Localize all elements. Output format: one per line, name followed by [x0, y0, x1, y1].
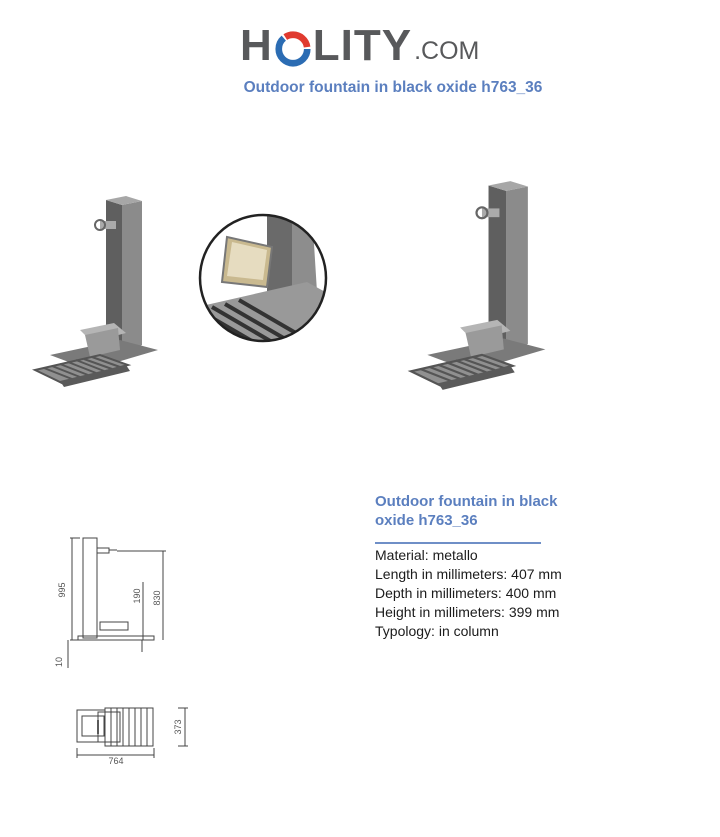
spec-length — [375, 565, 562, 584]
page-title: Outdoor fountain in black oxide h763_36 — [243, 79, 543, 96]
spec-value: in column — [438, 623, 499, 639]
spec-typology — [375, 622, 562, 641]
fountain-image-left — [30, 195, 160, 410]
title-divider — [375, 542, 541, 544]
spec-value: 407 mm — [511, 566, 562, 582]
dim-height-tap: 830 — [152, 590, 162, 606]
spec-label: Material: — [375, 547, 433, 563]
technical-drawing-plan — [70, 700, 200, 775]
dim-height-total: 995 — [57, 582, 67, 598]
spec-material — [375, 546, 562, 565]
spec-label: Depth in millimeters: — [375, 585, 506, 601]
spec-label: Typology: — [375, 623, 439, 639]
product-title: Outdoor fountain in black oxide h763_36 — [375, 493, 558, 529]
logo-tld: .COM — [414, 37, 480, 65]
fountain-image-right — [404, 180, 549, 415]
spec-value: 400 mm — [505, 585, 557, 601]
logo-brand-right: LITY — [312, 21, 413, 70]
dim-base: 10 — [54, 656, 64, 668]
technical-drawing-elevation — [50, 530, 180, 675]
spec-depth — [375, 584, 562, 603]
dim-width: 764 — [108, 756, 124, 766]
spec-list — [375, 546, 562, 641]
dim-height-basin: 190 — [132, 588, 142, 604]
logo-brand-left: H — [240, 21, 273, 70]
holity-logo[interactable] — [240, 18, 479, 68]
spec-label: Height in millimeters: — [375, 604, 509, 620]
dim-depth: 373 — [173, 719, 183, 735]
spec-value: 399 mm — [508, 604, 560, 620]
spec-label: Length in millimeters: — [375, 566, 512, 582]
logo-o-icon — [274, 30, 312, 68]
spec-height — [375, 603, 562, 622]
basin-detail-image — [197, 212, 329, 344]
spec-value: metallo — [432, 547, 478, 563]
